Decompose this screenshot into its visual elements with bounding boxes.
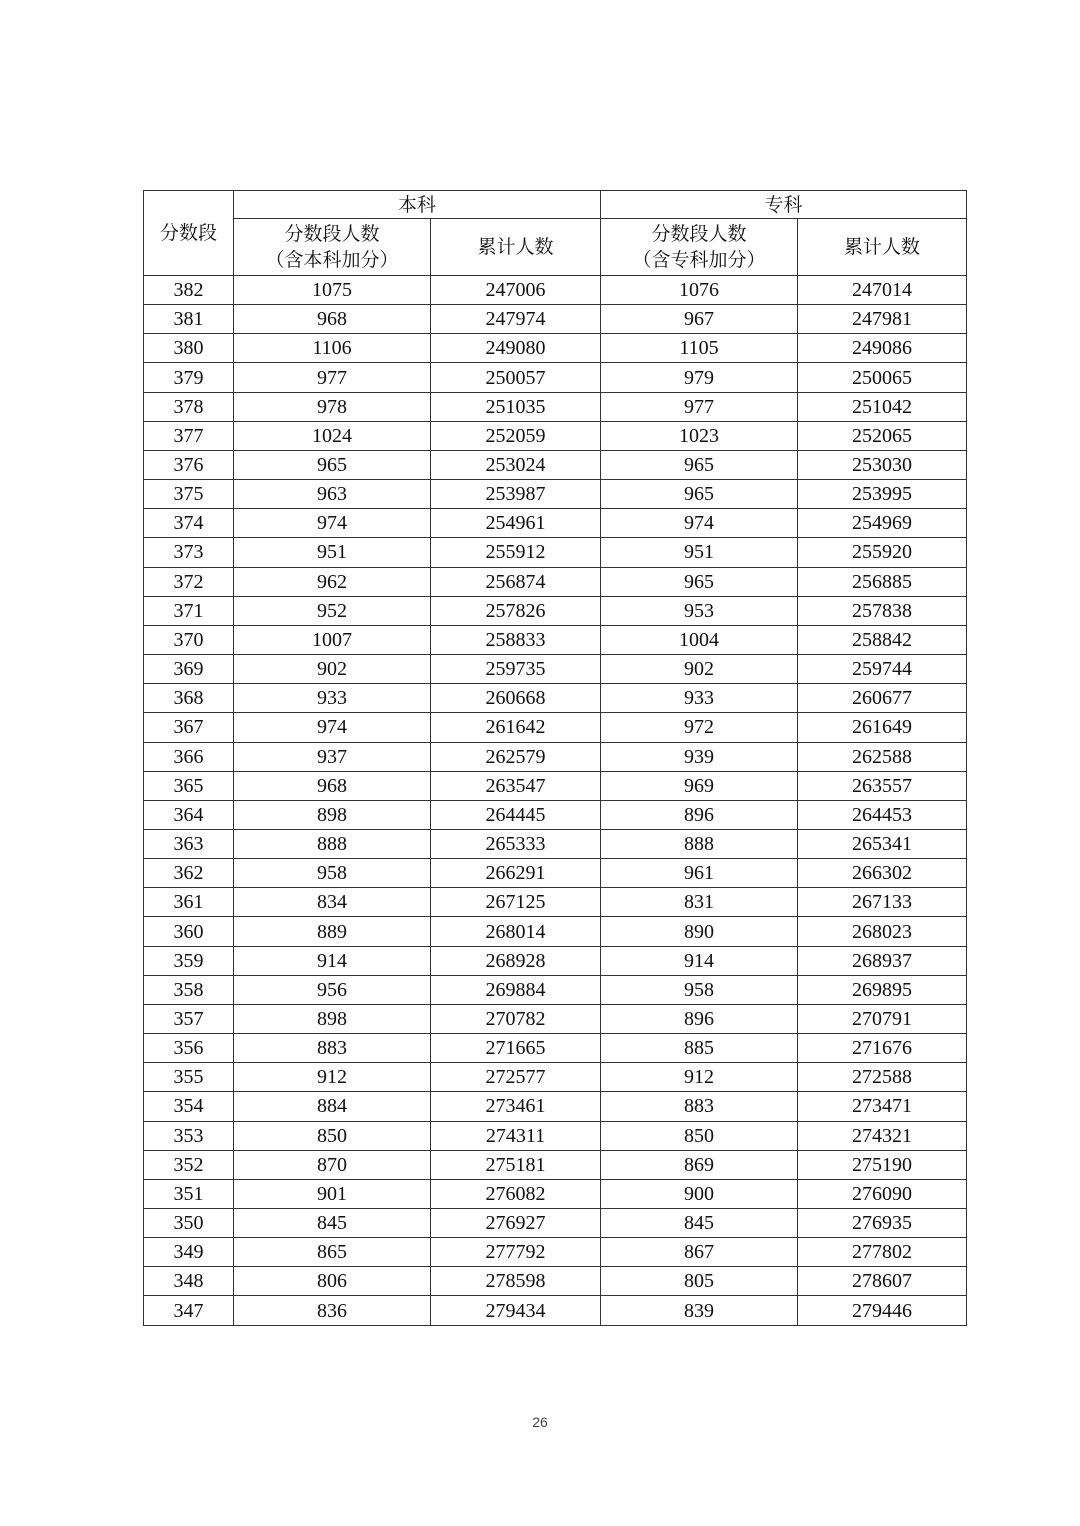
vocational-count-cell: 967 xyxy=(601,305,798,334)
score-cell: 363 xyxy=(144,829,234,858)
score-cell: 349 xyxy=(144,1238,234,1267)
undergrad-count-cell: 1024 xyxy=(234,421,431,450)
vocational-count-cell: 1105 xyxy=(601,334,798,363)
table-row xyxy=(144,859,967,888)
undergrad-cumulative-cell: 256874 xyxy=(431,567,601,596)
table-row xyxy=(144,1034,967,1063)
undergrad-count-cell: 870 xyxy=(234,1150,431,1179)
table-row xyxy=(144,1238,967,1267)
undergrad-cumulative-cell: 261642 xyxy=(431,713,601,742)
undergrad-count-cell: 889 xyxy=(234,917,431,946)
vocational-cumulative-cell: 276935 xyxy=(798,1209,967,1238)
vocational-count-cell: 1023 xyxy=(601,421,798,450)
undergrad-cumulative-cell: 253024 xyxy=(431,450,601,479)
header-group-undergraduate: 本科 xyxy=(234,191,601,219)
vocational-cumulative-cell: 265341 xyxy=(798,829,967,858)
undergrad-count-cell: 845 xyxy=(234,1209,431,1238)
vocational-cumulative-cell: 267133 xyxy=(798,888,967,917)
vocational-count-cell: 883 xyxy=(601,1092,798,1121)
score-cell: 379 xyxy=(144,363,234,392)
vocational-cumulative-cell: 274321 xyxy=(798,1121,967,1150)
vocational-cumulative-cell: 272588 xyxy=(798,1063,967,1092)
undergrad-count-cell: 834 xyxy=(234,888,431,917)
undergrad-cumulative-cell: 258833 xyxy=(431,625,601,654)
undergrad-count-cell: 1007 xyxy=(234,625,431,654)
undergrad-cumulative-cell: 272577 xyxy=(431,1063,601,1092)
table-row xyxy=(144,975,967,1004)
undergrad-cumulative-cell: 253987 xyxy=(431,480,601,509)
vocational-cumulative-cell: 256885 xyxy=(798,567,967,596)
score-cell: 374 xyxy=(144,509,234,538)
table-row xyxy=(144,450,967,479)
undergrad-cumulative-cell: 260668 xyxy=(431,684,601,713)
vocational-cumulative-cell: 252065 xyxy=(798,421,967,450)
undergrad-cumulative-cell: 270782 xyxy=(431,1004,601,1033)
score-cell: 357 xyxy=(144,1004,234,1033)
vocational-count-cell: 977 xyxy=(601,392,798,421)
score-cell: 351 xyxy=(144,1179,234,1208)
undergrad-cumulative-cell: 268928 xyxy=(431,946,601,975)
undergrad-cumulative-cell: 265333 xyxy=(431,829,601,858)
undergrad-cumulative-cell: 255912 xyxy=(431,538,601,567)
score-cell: 373 xyxy=(144,538,234,567)
undergrad-cumulative-cell: 274311 xyxy=(431,1121,601,1150)
vocational-cumulative-cell: 247014 xyxy=(798,276,967,305)
page-number: 26 xyxy=(532,1414,548,1430)
table-row xyxy=(144,1063,967,1092)
table-row xyxy=(144,917,967,946)
table-row xyxy=(144,1150,967,1179)
score-cell: 382 xyxy=(144,276,234,305)
vocational-cumulative-cell: 264453 xyxy=(798,800,967,829)
undergrad-cumulative-cell: 249080 xyxy=(431,334,601,363)
score-cell: 371 xyxy=(144,596,234,625)
undergrad-count-cell: 914 xyxy=(234,946,431,975)
header-undergrad-count-line1: 分数段人数 xyxy=(284,223,380,245)
vocational-count-cell: 965 xyxy=(601,480,798,509)
undergrad-count-cell: 912 xyxy=(234,1063,431,1092)
header-vocational-count xyxy=(601,219,798,276)
undergrad-count-cell: 974 xyxy=(234,509,431,538)
undergrad-count-cell: 1106 xyxy=(234,334,431,363)
vocational-cumulative-cell: 273471 xyxy=(798,1092,967,1121)
vocational-count-cell: 914 xyxy=(601,946,798,975)
vocational-count-cell: 951 xyxy=(601,538,798,567)
table-row xyxy=(144,655,967,684)
table-row xyxy=(144,596,967,625)
vocational-count-cell: 831 xyxy=(601,888,798,917)
table-row xyxy=(144,509,967,538)
vocational-count-cell: 850 xyxy=(601,1121,798,1150)
vocational-count-cell: 845 xyxy=(601,1209,798,1238)
vocational-cumulative-cell: 276090 xyxy=(798,1179,967,1208)
vocational-count-cell: 890 xyxy=(601,917,798,946)
undergrad-cumulative-cell: 264445 xyxy=(431,800,601,829)
score-cell: 348 xyxy=(144,1267,234,1296)
vocational-count-cell: 969 xyxy=(601,771,798,800)
table-row xyxy=(144,888,967,917)
table-row xyxy=(144,1267,967,1296)
header-score-range: 分数段 xyxy=(144,191,234,276)
table-row xyxy=(144,771,967,800)
vocational-count-cell: 1076 xyxy=(601,276,798,305)
undergrad-cumulative-cell: 277792 xyxy=(431,1238,601,1267)
score-distribution-table xyxy=(143,190,967,1326)
vocational-count-cell: 979 xyxy=(601,363,798,392)
score-cell: 359 xyxy=(144,946,234,975)
vocational-cumulative-cell: 278607 xyxy=(798,1267,967,1296)
vocational-count-cell: 953 xyxy=(601,596,798,625)
score-cell: 378 xyxy=(144,392,234,421)
header-vocational-count-line1: 分数段人数 xyxy=(651,223,747,245)
table-row xyxy=(144,1209,967,1238)
table-row xyxy=(144,1296,967,1325)
vocational-count-cell: 902 xyxy=(601,655,798,684)
vocational-cumulative-cell: 253030 xyxy=(798,450,967,479)
vocational-count-cell: 869 xyxy=(601,1150,798,1179)
score-cell: 370 xyxy=(144,625,234,654)
undergrad-cumulative-cell: 252059 xyxy=(431,421,601,450)
vocational-cumulative-cell: 279446 xyxy=(798,1296,967,1325)
vocational-cumulative-cell: 253995 xyxy=(798,480,967,509)
table-row xyxy=(144,567,967,596)
undergrad-count-cell: 806 xyxy=(234,1267,431,1296)
vocational-cumulative-cell: 261649 xyxy=(798,713,967,742)
score-cell: 365 xyxy=(144,771,234,800)
vocational-cumulative-cell: 268023 xyxy=(798,917,967,946)
score-cell: 380 xyxy=(144,334,234,363)
undergrad-cumulative-cell: 263547 xyxy=(431,771,601,800)
vocational-cumulative-cell: 250065 xyxy=(798,363,967,392)
score-cell: 356 xyxy=(144,1034,234,1063)
table-row xyxy=(144,1004,967,1033)
undergrad-cumulative-cell: 250057 xyxy=(431,363,601,392)
undergrad-cumulative-cell: 247006 xyxy=(431,276,601,305)
undergrad-count-cell: 951 xyxy=(234,538,431,567)
score-cell: 372 xyxy=(144,567,234,596)
undergrad-count-cell: 898 xyxy=(234,800,431,829)
undergrad-count-cell: 850 xyxy=(234,1121,431,1150)
undergrad-count-cell: 952 xyxy=(234,596,431,625)
undergrad-count-cell: 968 xyxy=(234,771,431,800)
undergrad-count-cell: 956 xyxy=(234,975,431,1004)
vocational-count-cell: 896 xyxy=(601,1004,798,1033)
vocational-cumulative-cell: 271676 xyxy=(798,1034,967,1063)
vocational-cumulative-cell: 258842 xyxy=(798,625,967,654)
undergrad-count-cell: 902 xyxy=(234,655,431,684)
vocational-cumulative-cell: 268937 xyxy=(798,946,967,975)
header-undergrad-count-line2: （含本科加分） xyxy=(265,249,399,271)
score-cell: 350 xyxy=(144,1209,234,1238)
vocational-cumulative-cell: 254969 xyxy=(798,509,967,538)
table-row xyxy=(144,421,967,450)
undergrad-count-cell: 977 xyxy=(234,363,431,392)
vocational-cumulative-cell: 260677 xyxy=(798,684,967,713)
vocational-count-cell: 805 xyxy=(601,1267,798,1296)
vocational-count-cell: 885 xyxy=(601,1034,798,1063)
score-cell: 347 xyxy=(144,1296,234,1325)
score-cell: 377 xyxy=(144,421,234,450)
vocational-count-cell: 1004 xyxy=(601,625,798,654)
undergrad-count-cell: 965 xyxy=(234,450,431,479)
table-row xyxy=(144,829,967,858)
score-cell: 353 xyxy=(144,1121,234,1150)
vocational-cumulative-cell: 275190 xyxy=(798,1150,967,1179)
table-row xyxy=(144,713,967,742)
table-row xyxy=(144,334,967,363)
vocational-count-cell: 888 xyxy=(601,829,798,858)
score-cell: 368 xyxy=(144,684,234,713)
score-cell: 364 xyxy=(144,800,234,829)
vocational-cumulative-cell: 259744 xyxy=(798,655,967,684)
undergrad-count-cell: 883 xyxy=(234,1034,431,1063)
undergrad-cumulative-cell: 262579 xyxy=(431,742,601,771)
undergrad-cumulative-cell: 275181 xyxy=(431,1150,601,1179)
vocational-cumulative-cell: 269895 xyxy=(798,975,967,1004)
undergrad-count-cell: 962 xyxy=(234,567,431,596)
undergrad-cumulative-cell: 259735 xyxy=(431,655,601,684)
undergrad-count-cell: 968 xyxy=(234,305,431,334)
table-body xyxy=(144,276,967,1326)
undergrad-count-cell: 888 xyxy=(234,829,431,858)
score-cell: 366 xyxy=(144,742,234,771)
score-cell: 376 xyxy=(144,450,234,479)
vocational-cumulative-cell: 270791 xyxy=(798,1004,967,1033)
undergrad-cumulative-cell: 271665 xyxy=(431,1034,601,1063)
vocational-cumulative-cell: 255920 xyxy=(798,538,967,567)
vocational-count-cell: 961 xyxy=(601,859,798,888)
undergrad-cumulative-cell: 268014 xyxy=(431,917,601,946)
undergrad-cumulative-cell: 251035 xyxy=(431,392,601,421)
table-row xyxy=(144,946,967,975)
table-row xyxy=(144,276,967,305)
score-cell: 367 xyxy=(144,713,234,742)
table-row xyxy=(144,538,967,567)
undergrad-count-cell: 937 xyxy=(234,742,431,771)
undergrad-count-cell: 1075 xyxy=(234,276,431,305)
undergrad-count-cell: 901 xyxy=(234,1179,431,1208)
score-cell: 381 xyxy=(144,305,234,334)
vocational-count-cell: 965 xyxy=(601,567,798,596)
table-row xyxy=(144,1092,967,1121)
vocational-count-cell: 933 xyxy=(601,684,798,713)
vocational-cumulative-cell: 251042 xyxy=(798,392,967,421)
vocational-cumulative-cell: 266302 xyxy=(798,859,967,888)
undergrad-cumulative-cell: 276082 xyxy=(431,1179,601,1208)
undergrad-count-cell: 963 xyxy=(234,480,431,509)
vocational-count-cell: 939 xyxy=(601,742,798,771)
table-row xyxy=(144,742,967,771)
vocational-cumulative-cell: 257838 xyxy=(798,596,967,625)
vocational-cumulative-cell: 249086 xyxy=(798,334,967,363)
undergrad-cumulative-cell: 279434 xyxy=(431,1296,601,1325)
undergrad-count-cell: 933 xyxy=(234,684,431,713)
undergrad-count-cell: 978 xyxy=(234,392,431,421)
vocational-count-cell: 958 xyxy=(601,975,798,1004)
undergrad-cumulative-cell: 269884 xyxy=(431,975,601,1004)
header-undergrad-count xyxy=(234,219,431,276)
vocational-cumulative-cell: 277802 xyxy=(798,1238,967,1267)
header-group-vocational: 专科 xyxy=(601,191,967,219)
table-row xyxy=(144,480,967,509)
vocational-count-cell: 974 xyxy=(601,509,798,538)
table-row xyxy=(144,305,967,334)
undergrad-count-cell: 836 xyxy=(234,1296,431,1325)
vocational-count-cell: 965 xyxy=(601,450,798,479)
header-vocational-cumulative: 累计人数 xyxy=(798,219,967,276)
table-row xyxy=(144,392,967,421)
header-vocational-count-line2: （含专科加分） xyxy=(632,249,766,271)
undergrad-cumulative-cell: 266291 xyxy=(431,859,601,888)
undergrad-count-cell: 898 xyxy=(234,1004,431,1033)
score-cell: 375 xyxy=(144,480,234,509)
undergrad-cumulative-cell: 273461 xyxy=(431,1092,601,1121)
table-row xyxy=(144,800,967,829)
vocational-cumulative-cell: 247981 xyxy=(798,305,967,334)
header-undergrad-cumulative: 累计人数 xyxy=(431,219,601,276)
vocational-count-cell: 867 xyxy=(601,1238,798,1267)
undergrad-cumulative-cell: 267125 xyxy=(431,888,601,917)
table-row xyxy=(144,1179,967,1208)
undergrad-count-cell: 884 xyxy=(234,1092,431,1121)
vocational-count-cell: 900 xyxy=(601,1179,798,1208)
score-cell: 360 xyxy=(144,917,234,946)
vocational-count-cell: 912 xyxy=(601,1063,798,1092)
score-cell: 362 xyxy=(144,859,234,888)
vocational-count-cell: 839 xyxy=(601,1296,798,1325)
undergrad-count-cell: 958 xyxy=(234,859,431,888)
table-row xyxy=(144,1121,967,1150)
vocational-count-cell: 972 xyxy=(601,713,798,742)
undergrad-count-cell: 974 xyxy=(234,713,431,742)
score-cell: 355 xyxy=(144,1063,234,1092)
table-row xyxy=(144,625,967,654)
score-cell: 352 xyxy=(144,1150,234,1179)
table-row xyxy=(144,684,967,713)
undergrad-cumulative-cell: 278598 xyxy=(431,1267,601,1296)
undergrad-count-cell: 865 xyxy=(234,1238,431,1267)
undergrad-cumulative-cell: 257826 xyxy=(431,596,601,625)
vocational-count-cell: 896 xyxy=(601,800,798,829)
vocational-cumulative-cell: 262588 xyxy=(798,742,967,771)
score-cell: 358 xyxy=(144,975,234,1004)
vocational-cumulative-cell: 263557 xyxy=(798,771,967,800)
undergrad-cumulative-cell: 276927 xyxy=(431,1209,601,1238)
score-cell: 361 xyxy=(144,888,234,917)
table-row xyxy=(144,363,967,392)
undergrad-cumulative-cell: 254961 xyxy=(431,509,601,538)
score-cell: 369 xyxy=(144,655,234,684)
undergrad-cumulative-cell: 247974 xyxy=(431,305,601,334)
score-cell: 354 xyxy=(144,1092,234,1121)
